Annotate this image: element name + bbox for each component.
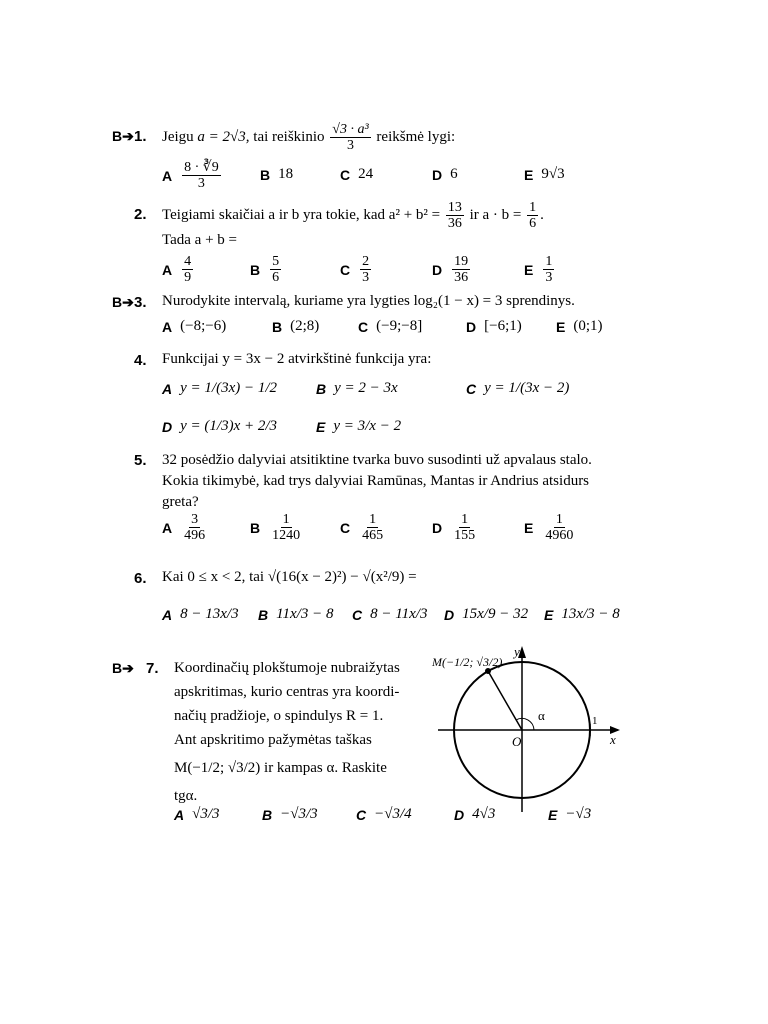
q1-condition: a = 2√3, xyxy=(197,128,250,145)
option-text: 8 − 11x/3 xyxy=(370,606,428,622)
q2-option-a[interactable] xyxy=(162,254,195,285)
q5-option-e[interactable] xyxy=(524,512,577,543)
q4-number: 4. xyxy=(134,352,147,369)
option-text: 6 xyxy=(450,166,458,182)
option-letter: D xyxy=(466,318,477,335)
option-text: 11x/3 − 8 xyxy=(276,606,334,622)
option-letter: B xyxy=(260,166,271,183)
q2-f1-num: 13 xyxy=(447,199,462,215)
option-letter: D xyxy=(432,519,443,536)
q2-f2-den: 6 xyxy=(529,215,537,231)
option-den: 4960 xyxy=(545,528,574,543)
q5-line3: greta? xyxy=(162,494,199,510)
option-letter: C xyxy=(340,519,351,536)
q2-line2: Tada a + b = xyxy=(162,232,238,248)
option-letter: E xyxy=(524,261,534,278)
option-text: [−6;1) xyxy=(484,318,522,334)
q1-expr-den: 3 xyxy=(346,137,354,153)
q1-number: 1. xyxy=(134,128,147,145)
q2-f2-num: 1 xyxy=(529,199,537,215)
q4-option-e[interactable] xyxy=(316,418,401,435)
q1-mark: B➔ xyxy=(112,128,134,144)
option-letter: C xyxy=(356,806,367,823)
origin-label: O xyxy=(512,734,522,749)
option-den: 496 xyxy=(184,528,206,543)
x-axis-label: x xyxy=(610,732,616,747)
option-den: 3 xyxy=(362,270,370,285)
option-letter: E xyxy=(548,806,558,823)
q3-option-b[interactable] xyxy=(272,318,319,335)
q1-option-d[interactable] xyxy=(432,166,458,183)
q2-f1-den: 36 xyxy=(447,215,462,231)
q6-option-b[interactable] xyxy=(258,606,333,623)
q5-option-c[interactable] xyxy=(340,512,387,543)
q1-option-b[interactable] xyxy=(260,166,293,183)
option-text: 18 xyxy=(278,166,294,182)
option-text: y = 1/(3x) − 1/2 xyxy=(180,380,278,396)
option-text: y = 2 − 3x xyxy=(334,380,398,396)
option-letter: A xyxy=(162,519,173,536)
q7-line: M(−1/2; √3/2) ir kampas α. Raskite xyxy=(174,760,387,776)
option-text: (0;1) xyxy=(573,318,603,334)
option-text: y = (1/3)x + 2/3 xyxy=(180,418,278,434)
q4-option-a[interactable] xyxy=(162,380,277,397)
option-text: −√3 xyxy=(565,806,592,822)
q1-expr-num: √3 · a³ xyxy=(332,121,369,137)
option-letter: B xyxy=(250,261,261,278)
q7-line: Ant apskritimo pažymėtas taškas xyxy=(174,732,372,748)
point-m-label: M(−1/2; √3/2) xyxy=(432,655,503,669)
q1-mid: tai reiškinio xyxy=(253,128,325,145)
option-letter: A xyxy=(162,167,173,184)
option-letter: B xyxy=(316,380,327,397)
option-den: 155 xyxy=(454,528,476,543)
option-text: 15x/9 − 32 xyxy=(462,606,529,622)
q7-line: tgα. xyxy=(174,788,198,804)
option-letter: C xyxy=(358,318,369,335)
q4-option-d[interactable] xyxy=(162,418,277,435)
option-num: 1 xyxy=(545,254,553,269)
q6-option-a[interactable] xyxy=(162,606,239,623)
option-letter: D xyxy=(432,261,443,278)
q4-option-b[interactable] xyxy=(316,380,398,397)
option-letter: A xyxy=(162,380,173,397)
option-letter: C xyxy=(352,606,363,623)
q7-option-a[interactable] xyxy=(174,806,220,823)
q6-option-e[interactable] xyxy=(544,606,620,623)
q7-line: načių pradžioje, o spindulys R = 1. xyxy=(174,708,384,724)
option-num: 1 xyxy=(461,512,469,527)
option-letter: D xyxy=(432,166,443,183)
q7-option-b[interactable] xyxy=(262,806,318,823)
q2-mid: ir a · b = xyxy=(469,206,522,223)
option-letter: C xyxy=(466,380,477,397)
option-den: 9 xyxy=(184,270,192,285)
q4-option-c[interactable] xyxy=(466,380,569,397)
option-letter: E xyxy=(556,318,566,335)
q1-option-c[interactable] xyxy=(340,166,373,183)
option-text: (−9;−8] xyxy=(376,318,423,334)
option-text: −√3/4 xyxy=(374,806,412,822)
option-letter: A xyxy=(174,806,185,823)
option-text: −√3/3 xyxy=(280,806,318,822)
q3-number: 3. xyxy=(134,294,147,311)
option-letter: A xyxy=(162,606,173,623)
option-text: 8 − 13x/3 xyxy=(180,606,239,622)
unit-circle-figure xyxy=(430,640,630,820)
q7-number: 7. xyxy=(146,660,159,677)
option-num: 5 xyxy=(272,254,280,269)
q7-stem xyxy=(174,656,422,808)
option-letter: D xyxy=(454,806,465,823)
option-letter: B xyxy=(262,806,273,823)
q7-option-e[interactable] xyxy=(548,806,591,823)
option-text: 13x/3 − 8 xyxy=(561,606,620,622)
q1-option-e[interactable] xyxy=(524,166,565,183)
option-num: 1 xyxy=(282,512,290,527)
q1-post: reikšmė lygi: xyxy=(376,128,456,145)
option-text: 4√3 xyxy=(472,806,496,822)
q5-option-d[interactable] xyxy=(432,512,479,543)
q1-stem xyxy=(162,118,455,156)
q3-option-e[interactable] xyxy=(556,318,603,335)
q7-mark: B➔ xyxy=(112,660,134,676)
q1-expression xyxy=(330,122,370,153)
option-den: 3 xyxy=(197,176,205,191)
option-letter: D xyxy=(444,606,455,623)
q4-stem: Funkcijai y = 3x − 2 atvirkštinė funkcija yra: xyxy=(162,351,432,367)
option-num: 3 xyxy=(191,512,199,527)
option-text: (2;8) xyxy=(290,318,320,334)
q2-line1: Teigiami skaičiai a ir b yra tokie, kad a² + b² = xyxy=(162,206,441,223)
q1-option-a[interactable] xyxy=(162,160,223,191)
q2-stem: Teigiami skaičiai a ir b yra tokie, kad a² + b² = $\frac{13}{36}$ ir a · b = $\frac{1}{6}$ . xyxy=(162,199,544,231)
option-letter: A xyxy=(162,318,173,335)
option-letter: E xyxy=(316,418,326,435)
q2-option-c[interactable] xyxy=(340,254,373,285)
option-text: y = 1/(3x − 2) xyxy=(484,380,570,396)
option-letter: E xyxy=(544,606,554,623)
radius-line xyxy=(488,671,522,730)
q2-option-d[interactable] xyxy=(432,254,472,285)
option-letter: E xyxy=(524,166,534,183)
option-letter: B xyxy=(272,318,283,335)
q3-option-a[interactable] xyxy=(162,318,226,335)
option-text: 9√3 xyxy=(541,166,565,182)
q2-option-b[interactable] xyxy=(250,254,283,285)
option-num: 19 xyxy=(454,254,469,269)
option-text: y = 3/x − 2 xyxy=(333,418,402,434)
q6-number: 6. xyxy=(134,570,147,587)
option-den: 1240 xyxy=(272,528,301,543)
q5-number: 5. xyxy=(134,452,147,469)
q3-stem: Nurodykite intervalą, kuriame yra lygties log₂(1 − x) = 3 sprendinys. xyxy=(162,293,575,309)
q5-line2: Kokia tikimybė, kad trys dalyviai Ramūnas, Mantas ir Andrius atsidurs xyxy=(162,473,590,489)
option-text: (−8;−6) xyxy=(180,318,227,334)
option-den: 6 xyxy=(272,270,280,285)
option-num: 1 xyxy=(555,512,563,527)
y-axis-label: y xyxy=(514,644,520,659)
option-letter: D xyxy=(162,418,173,435)
option-letter: A xyxy=(162,261,173,278)
option-letter: E xyxy=(524,519,534,536)
q6-stem: Kai 0 ≤ x < 2, tai √(16(x − 2)²) − √(x²/9) = xyxy=(162,569,417,585)
option-num: 8 · ∛9 xyxy=(184,160,219,175)
q5-option-b[interactable] xyxy=(250,512,304,543)
q2-number: 2. xyxy=(134,206,147,223)
option-num: 2 xyxy=(362,254,370,269)
option-den: 3 xyxy=(545,270,553,285)
q5-line1: 32 posėdžio dalyviai atsitiktine tvarka buvo susodinti už apvalaus stalo. xyxy=(162,452,592,468)
q6-option-c[interactable] xyxy=(352,606,427,623)
q7-line: apskritimas, kurio centras yra koordi- xyxy=(174,684,400,700)
q7-line: Koordinačių plokštumoje nubraižytas xyxy=(174,660,400,676)
option-letter: B xyxy=(250,519,261,536)
q7-option-c[interactable] xyxy=(356,806,412,823)
option-text: √3/3 xyxy=(192,806,220,822)
option-letter: B xyxy=(258,606,269,623)
option-num: 1 xyxy=(369,512,377,527)
option-text: 24 xyxy=(358,166,374,182)
q5-option-a[interactable] xyxy=(162,512,209,543)
q7-option-d[interactable] xyxy=(454,806,495,823)
option-den: 36 xyxy=(454,270,469,285)
option-letter: C xyxy=(340,261,351,278)
unit-label: 1 xyxy=(592,715,598,727)
q2-option-e[interactable] xyxy=(524,254,556,285)
q6-option-d[interactable] xyxy=(444,606,528,623)
q3-option-c[interactable] xyxy=(358,318,422,335)
q3-option-d[interactable] xyxy=(466,318,522,335)
option-letter: C xyxy=(340,166,351,183)
q3-mark: B➔ xyxy=(112,294,134,310)
option-num: 4 xyxy=(184,254,192,269)
option-den: 465 xyxy=(362,528,384,543)
q1-pre: Jeigu xyxy=(162,128,194,145)
alpha-label: α xyxy=(538,708,545,723)
